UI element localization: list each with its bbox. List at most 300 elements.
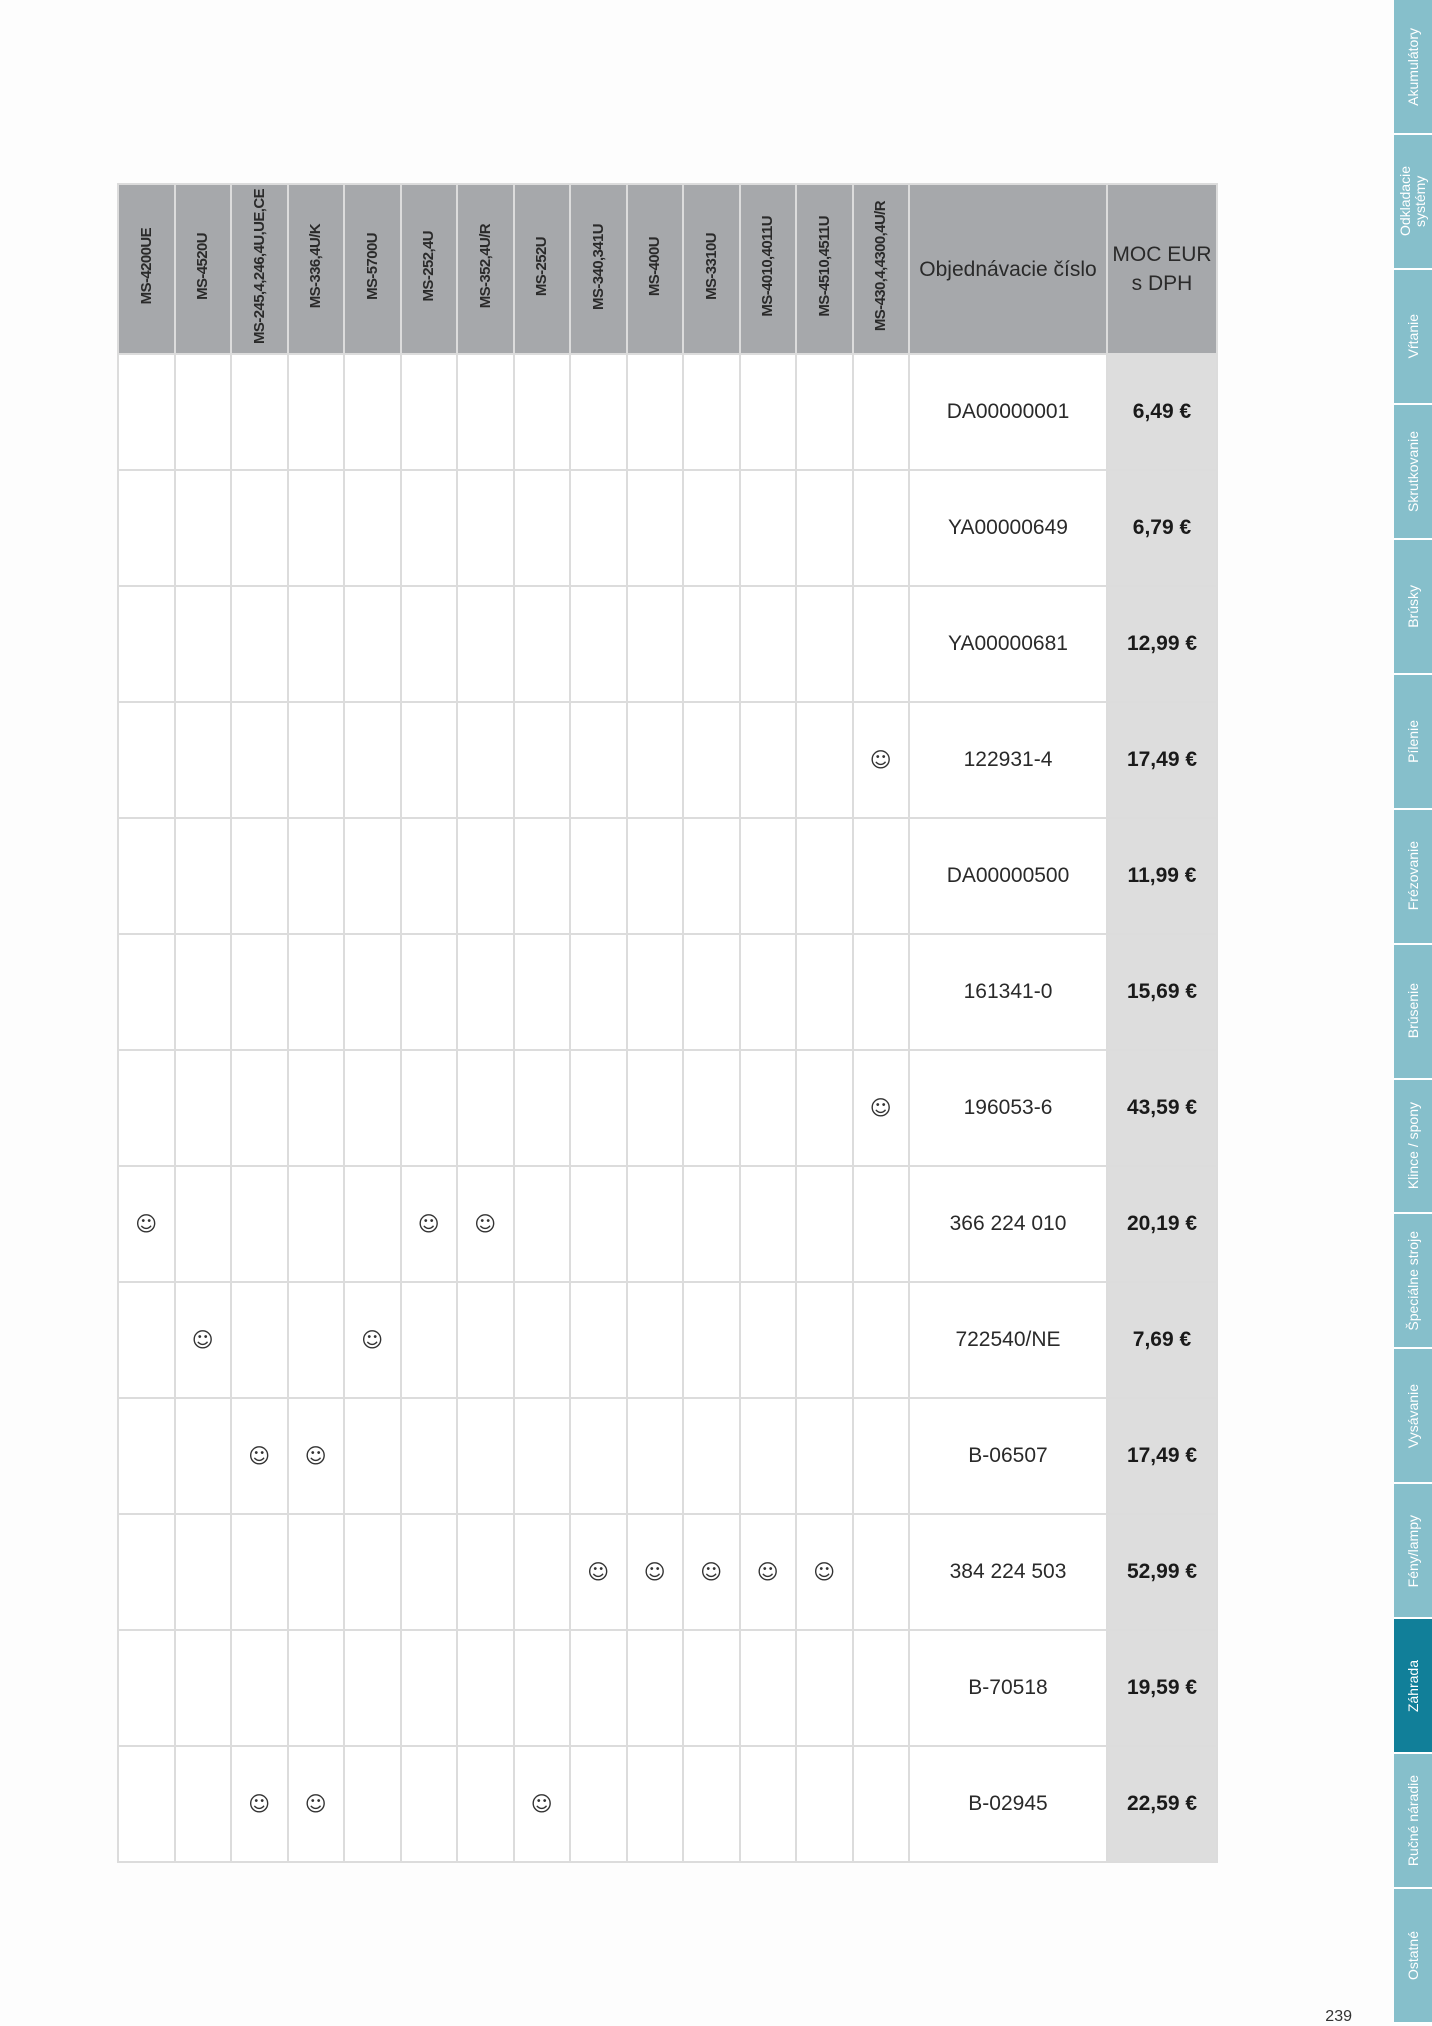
compat-cell [514, 1282, 571, 1398]
table-row [118, 934, 1217, 1050]
compat-cell [853, 1514, 910, 1630]
price-cell: 17,49 € [1107, 1398, 1217, 1514]
compat-cell [118, 818, 175, 934]
compat-cell [570, 1050, 627, 1166]
compat-cell [796, 818, 853, 934]
compatible-smiley-icon: ☺ [756, 1560, 779, 1584]
side-tab-label: Odkladacie systémy [1397, 166, 1428, 237]
table-row [118, 818, 1217, 934]
compat-cell [683, 1050, 740, 1166]
compatible-smiley-icon: ☺ [474, 1212, 497, 1236]
compat-cell [288, 354, 345, 470]
compat-cell [796, 1746, 853, 1862]
price-cell: 20,19 € [1107, 1166, 1217, 1282]
order-number-header [909, 184, 1107, 354]
side-tab[interactable] [1394, 1754, 1432, 1889]
compat-cell [231, 470, 288, 586]
compat-cell [627, 354, 684, 470]
compat-cell [853, 354, 910, 470]
compat-cell [344, 1282, 401, 1398]
compat-cell [570, 1514, 627, 1630]
model-header-label: MS-400U [646, 236, 664, 297]
compat-cell [231, 1398, 288, 1514]
compat-cell [288, 702, 345, 818]
compat-cell [796, 1630, 853, 1746]
compat-cell [740, 1746, 797, 1862]
compat-cell [231, 1282, 288, 1398]
price-cell: 19,59 € [1107, 1630, 1217, 1746]
compat-cell [514, 1746, 571, 1862]
side-tab-label: Skrutkovanie [1404, 430, 1421, 512]
compat-cell [401, 1746, 458, 1862]
compat-cell [231, 702, 288, 818]
model-header-label: MS-5700U [363, 233, 381, 300]
compat-cell [853, 1166, 910, 1282]
model-header [288, 184, 345, 354]
compat-cell [683, 934, 740, 1050]
compatible-smiley-icon: ☺ [869, 1096, 892, 1120]
model-header [514, 184, 571, 354]
order-number-cell: 161341-0 [909, 934, 1107, 1050]
compat-cell [570, 1166, 627, 1282]
compat-cell [570, 470, 627, 586]
compat-cell [401, 1050, 458, 1166]
compat-cell [401, 1166, 458, 1282]
compat-cell [514, 354, 571, 470]
compat-cell [627, 1282, 684, 1398]
compatible-smiley-icon: ☺ [869, 748, 892, 772]
compatible-smiley-icon: ☺ [304, 1444, 327, 1468]
compat-cell [740, 818, 797, 934]
compat-cell [288, 1514, 345, 1630]
model-header [118, 184, 175, 354]
compat-cell [288, 1166, 345, 1282]
table-row [118, 470, 1217, 586]
compat-cell [570, 1282, 627, 1398]
compat-cell [514, 1630, 571, 1746]
price-header [1107, 184, 1217, 354]
side-tab[interactable] [1394, 1619, 1432, 1754]
model-header-label: MS-336,4U/K [307, 224, 325, 309]
compat-cell [118, 1630, 175, 1746]
compat-cell [401, 818, 458, 934]
compat-cell [514, 586, 571, 702]
model-header-label: MS-4520U [194, 233, 212, 300]
compat-cell [118, 702, 175, 818]
compat-cell [344, 470, 401, 586]
compat-cell [175, 1050, 232, 1166]
model-header [627, 184, 684, 354]
compat-cell [627, 1746, 684, 1862]
compat-cell [344, 702, 401, 818]
order-number-cell: B-06507 [909, 1398, 1107, 1514]
compat-cell [683, 818, 740, 934]
model-header-label: MS-4010,4011U [759, 216, 777, 317]
compat-cell [514, 702, 571, 818]
compat-cell [175, 354, 232, 470]
compat-cell [570, 818, 627, 934]
compat-cell [231, 934, 288, 1050]
compat-cell [627, 702, 684, 818]
compat-cell [514, 1398, 571, 1514]
compat-cell [796, 702, 853, 818]
side-tab-label: Frézovanie [1404, 841, 1421, 911]
compat-cell [796, 934, 853, 1050]
price-header-line1: MOC EUR [1112, 243, 1212, 266]
compat-cell [514, 470, 571, 586]
compat-cell [231, 818, 288, 934]
compat-cell [853, 702, 910, 818]
price-cell: 6,49 € [1107, 354, 1217, 470]
table-row [118, 1514, 1217, 1630]
compat-cell [740, 1514, 797, 1630]
compat-cell [175, 1282, 232, 1398]
compatible-smiley-icon: ☺ [248, 1792, 271, 1816]
order-number-cell: 384 224 503 [909, 1514, 1107, 1630]
compat-cell [796, 1166, 853, 1282]
compatible-smiley-icon: ☺ [248, 1444, 271, 1468]
compat-cell [683, 1514, 740, 1630]
model-header [344, 184, 401, 354]
compat-cell [231, 1166, 288, 1282]
order-number-cell: 722540/NE [909, 1282, 1107, 1398]
side-tab[interactable] [1394, 1484, 1432, 1619]
model-header [231, 184, 288, 354]
compat-cell [796, 1050, 853, 1166]
compat-cell [401, 934, 458, 1050]
compat-cell [570, 1630, 627, 1746]
side-tab-label: Ostatné [1404, 1931, 1421, 1981]
compat-cell [118, 1166, 175, 1282]
side-tab[interactable] [1394, 945, 1432, 1080]
compat-cell [740, 1050, 797, 1166]
side-tab[interactable] [1394, 135, 1432, 270]
compat-cell [514, 934, 571, 1050]
compat-cell [457, 818, 514, 934]
side-tab[interactable] [1394, 1080, 1432, 1215]
compat-cell [118, 354, 175, 470]
side-tab-label: Pílenie [1404, 719, 1421, 763]
table-row [118, 1398, 1217, 1514]
compat-cell [796, 586, 853, 702]
order-number-cell: YA00000649 [909, 470, 1107, 586]
compatible-smiley-icon: ☺ [417, 1212, 440, 1236]
compat-cell [118, 1398, 175, 1514]
table-body [118, 354, 1217, 1862]
order-number-cell: 122931-4 [909, 702, 1107, 818]
compat-cell [288, 934, 345, 1050]
compat-cell [344, 1050, 401, 1166]
compat-cell [683, 702, 740, 818]
compat-cell [570, 934, 627, 1050]
compat-cell [853, 470, 910, 586]
compat-cell [457, 1282, 514, 1398]
compat-cell [288, 1282, 345, 1398]
compat-cell [344, 586, 401, 702]
compatible-smiley-icon: ☺ [530, 1792, 553, 1816]
compat-cell [118, 586, 175, 702]
model-header-label: MS-340,341U [589, 223, 607, 310]
order-number-cell: B-02945 [909, 1746, 1107, 1862]
order-number-cell: 366 224 010 [909, 1166, 1107, 1282]
compatible-smiley-icon: ☺ [135, 1212, 158, 1236]
compat-cell [683, 470, 740, 586]
category-side-tabs [1394, 0, 1432, 2024]
compat-cell [401, 1282, 458, 1398]
compat-cell [853, 586, 910, 702]
order-number-cell: YA00000681 [909, 586, 1107, 702]
compat-cell [627, 470, 684, 586]
compat-cell [796, 354, 853, 470]
compat-cell [401, 1514, 458, 1630]
compat-cell [514, 1166, 571, 1282]
compat-cell [175, 934, 232, 1050]
compat-cell [344, 1398, 401, 1514]
compat-cell [740, 1630, 797, 1746]
price-cell: 11,99 € [1107, 818, 1217, 934]
compat-cell [683, 1282, 740, 1398]
compat-cell [118, 934, 175, 1050]
header-row [118, 184, 1217, 354]
model-header-label: MS-4200UE [137, 228, 155, 305]
order-number-header-label: Objednávacie číslo [919, 257, 1097, 281]
compatible-smiley-icon: ☺ [643, 1560, 666, 1584]
side-tab-label: Ručné náradie [1404, 1775, 1421, 1867]
side-tab[interactable] [1394, 1214, 1432, 1349]
compat-cell [457, 354, 514, 470]
side-tab-label: Záhrada [1404, 1659, 1421, 1712]
compat-cell [457, 1166, 514, 1282]
compat-cell [627, 586, 684, 702]
compat-cell [853, 934, 910, 1050]
side-tab-label: Vŕtanie [1404, 314, 1421, 359]
price-cell: 22,59 € [1107, 1746, 1217, 1862]
compat-cell [457, 1514, 514, 1630]
compat-cell [683, 1630, 740, 1746]
model-header-label: MS-252U [533, 236, 551, 297]
compat-cell [231, 1050, 288, 1166]
model-header-label: MS-3310U [702, 233, 720, 300]
compat-cell [175, 1398, 232, 1514]
model-header [853, 184, 910, 354]
model-header [457, 184, 514, 354]
compat-cell [118, 1514, 175, 1630]
compat-cell [401, 586, 458, 702]
compat-cell [514, 818, 571, 934]
compat-cell [570, 702, 627, 818]
compat-cell [740, 1282, 797, 1398]
compat-cell [344, 1166, 401, 1282]
table-row [118, 702, 1217, 818]
model-header [570, 184, 627, 354]
compat-cell [570, 586, 627, 702]
model-header-label: MS-352,4U/R [476, 224, 494, 309]
compat-cell [231, 1746, 288, 1862]
compat-cell [740, 1398, 797, 1514]
compat-cell [796, 1282, 853, 1398]
compat-cell [175, 586, 232, 702]
compat-cell [175, 470, 232, 586]
compatibility-table [117, 183, 1218, 1863]
compat-cell [118, 1050, 175, 1166]
compat-cell [796, 1514, 853, 1630]
page-number: 239 [1325, 2008, 1352, 2025]
compat-cell [175, 1166, 232, 1282]
compat-cell [627, 1050, 684, 1166]
compat-cell [401, 1398, 458, 1514]
compatible-smiley-icon: ☺ [700, 1560, 723, 1584]
price-cell: 7,69 € [1107, 1282, 1217, 1398]
table-row [118, 1166, 1217, 1282]
side-tab-label: Vysávanie [1404, 1383, 1421, 1448]
side-tab[interactable] [1394, 675, 1432, 810]
side-tab[interactable] [1394, 0, 1432, 135]
compat-cell [344, 818, 401, 934]
compat-cell [740, 702, 797, 818]
compat-cell [627, 1630, 684, 1746]
compat-cell [457, 1746, 514, 1862]
compat-cell [853, 1398, 910, 1514]
side-tab-label: Brúsenie [1404, 983, 1421, 1039]
compatible-smiley-icon: ☺ [361, 1328, 384, 1352]
side-tab-label: Špeciálne stroje [1404, 1231, 1421, 1331]
compat-cell [288, 586, 345, 702]
side-tab[interactable] [1394, 405, 1432, 540]
compat-cell [344, 1746, 401, 1862]
compat-cell [570, 1398, 627, 1514]
model-header [683, 184, 740, 354]
table-row [118, 586, 1217, 702]
compat-cell [796, 1398, 853, 1514]
compat-cell [118, 1282, 175, 1398]
compat-cell [344, 1630, 401, 1746]
model-header-label: MS-430,4,4300,4U/R [872, 201, 890, 332]
compat-cell [401, 1630, 458, 1746]
price-cell: 6,79 € [1107, 470, 1217, 586]
side-tab[interactable] [1394, 810, 1432, 945]
compat-cell [401, 354, 458, 470]
compat-cell [175, 1630, 232, 1746]
order-number-cell: DA00000500 [909, 818, 1107, 934]
side-tab-label: Brúsky [1404, 584, 1421, 628]
compat-cell [740, 934, 797, 1050]
compat-cell [288, 1398, 345, 1514]
model-header-label: MS-245,4,246,4U,UE,CE [250, 189, 268, 344]
compat-cell [683, 1746, 740, 1862]
side-tab[interactable] [1394, 540, 1432, 675]
compatible-smiley-icon: ☺ [587, 1560, 610, 1584]
side-tab-label: Fény/lampy [1404, 1514, 1421, 1587]
table-header [118, 184, 1217, 354]
compat-cell [457, 934, 514, 1050]
order-number-cell: DA00000001 [909, 354, 1107, 470]
compat-cell [853, 818, 910, 934]
compat-cell [118, 1746, 175, 1862]
side-tab[interactable] [1394, 1889, 1432, 2024]
compat-cell [457, 1630, 514, 1746]
compat-cell [740, 586, 797, 702]
compat-cell [457, 702, 514, 818]
compat-cell [683, 354, 740, 470]
compat-cell [231, 354, 288, 470]
compat-cell [288, 470, 345, 586]
compat-cell [175, 1514, 232, 1630]
compat-cell [514, 1514, 571, 1630]
compat-cell [570, 1746, 627, 1862]
compat-cell [401, 470, 458, 586]
compat-cell [288, 818, 345, 934]
compat-cell [570, 354, 627, 470]
compat-cell [853, 1746, 910, 1862]
side-tab[interactable] [1394, 270, 1432, 405]
compat-cell [853, 1630, 910, 1746]
compat-cell [627, 1398, 684, 1514]
compat-cell [231, 1630, 288, 1746]
compat-cell [175, 818, 232, 934]
table-row [118, 1630, 1217, 1746]
compat-cell [118, 470, 175, 586]
compat-cell [740, 354, 797, 470]
compat-cell [175, 1746, 232, 1862]
order-number-cell: B-70518 [909, 1630, 1107, 1746]
order-number-cell: 196053-6 [909, 1050, 1107, 1166]
price-cell: 12,99 € [1107, 586, 1217, 702]
compat-cell [288, 1746, 345, 1862]
compat-cell [344, 1514, 401, 1630]
model-header [401, 184, 458, 354]
table-row [118, 1746, 1217, 1862]
compat-cell [627, 1166, 684, 1282]
compat-cell [401, 702, 458, 818]
compatible-smiley-icon: ☺ [304, 1792, 327, 1816]
compat-cell [683, 586, 740, 702]
table-row [118, 1050, 1217, 1166]
compat-cell [457, 1050, 514, 1166]
side-tab-label: Akumulátory [1404, 27, 1421, 106]
compat-cell [231, 1514, 288, 1630]
compat-cell [683, 1166, 740, 1282]
compat-cell [627, 1514, 684, 1630]
compat-cell [288, 1050, 345, 1166]
model-header [175, 184, 232, 354]
compat-cell [231, 586, 288, 702]
compat-cell [853, 1050, 910, 1166]
model-header [796, 184, 853, 354]
compat-cell [627, 934, 684, 1050]
compatible-smiley-icon: ☺ [191, 1328, 214, 1352]
side-tab-label: Klince / spony [1404, 1102, 1421, 1190]
compat-cell [344, 934, 401, 1050]
compat-cell [740, 470, 797, 586]
model-header-label: MS-4510,4511U [815, 216, 833, 317]
price-cell: 17,49 € [1107, 702, 1217, 818]
table-row [118, 1282, 1217, 1398]
compatible-smiley-icon: ☺ [813, 1560, 836, 1584]
model-header [740, 184, 797, 354]
table-row [118, 354, 1217, 470]
price-cell: 15,69 € [1107, 934, 1217, 1050]
side-tab[interactable] [1394, 1349, 1432, 1484]
compat-cell [288, 1630, 345, 1746]
price-cell: 52,99 € [1107, 1514, 1217, 1630]
compat-cell [175, 702, 232, 818]
compat-cell [627, 818, 684, 934]
compat-cell [683, 1398, 740, 1514]
price-cell: 43,59 € [1107, 1050, 1217, 1166]
compat-cell [740, 1166, 797, 1282]
compat-cell [457, 1398, 514, 1514]
compat-cell [457, 586, 514, 702]
